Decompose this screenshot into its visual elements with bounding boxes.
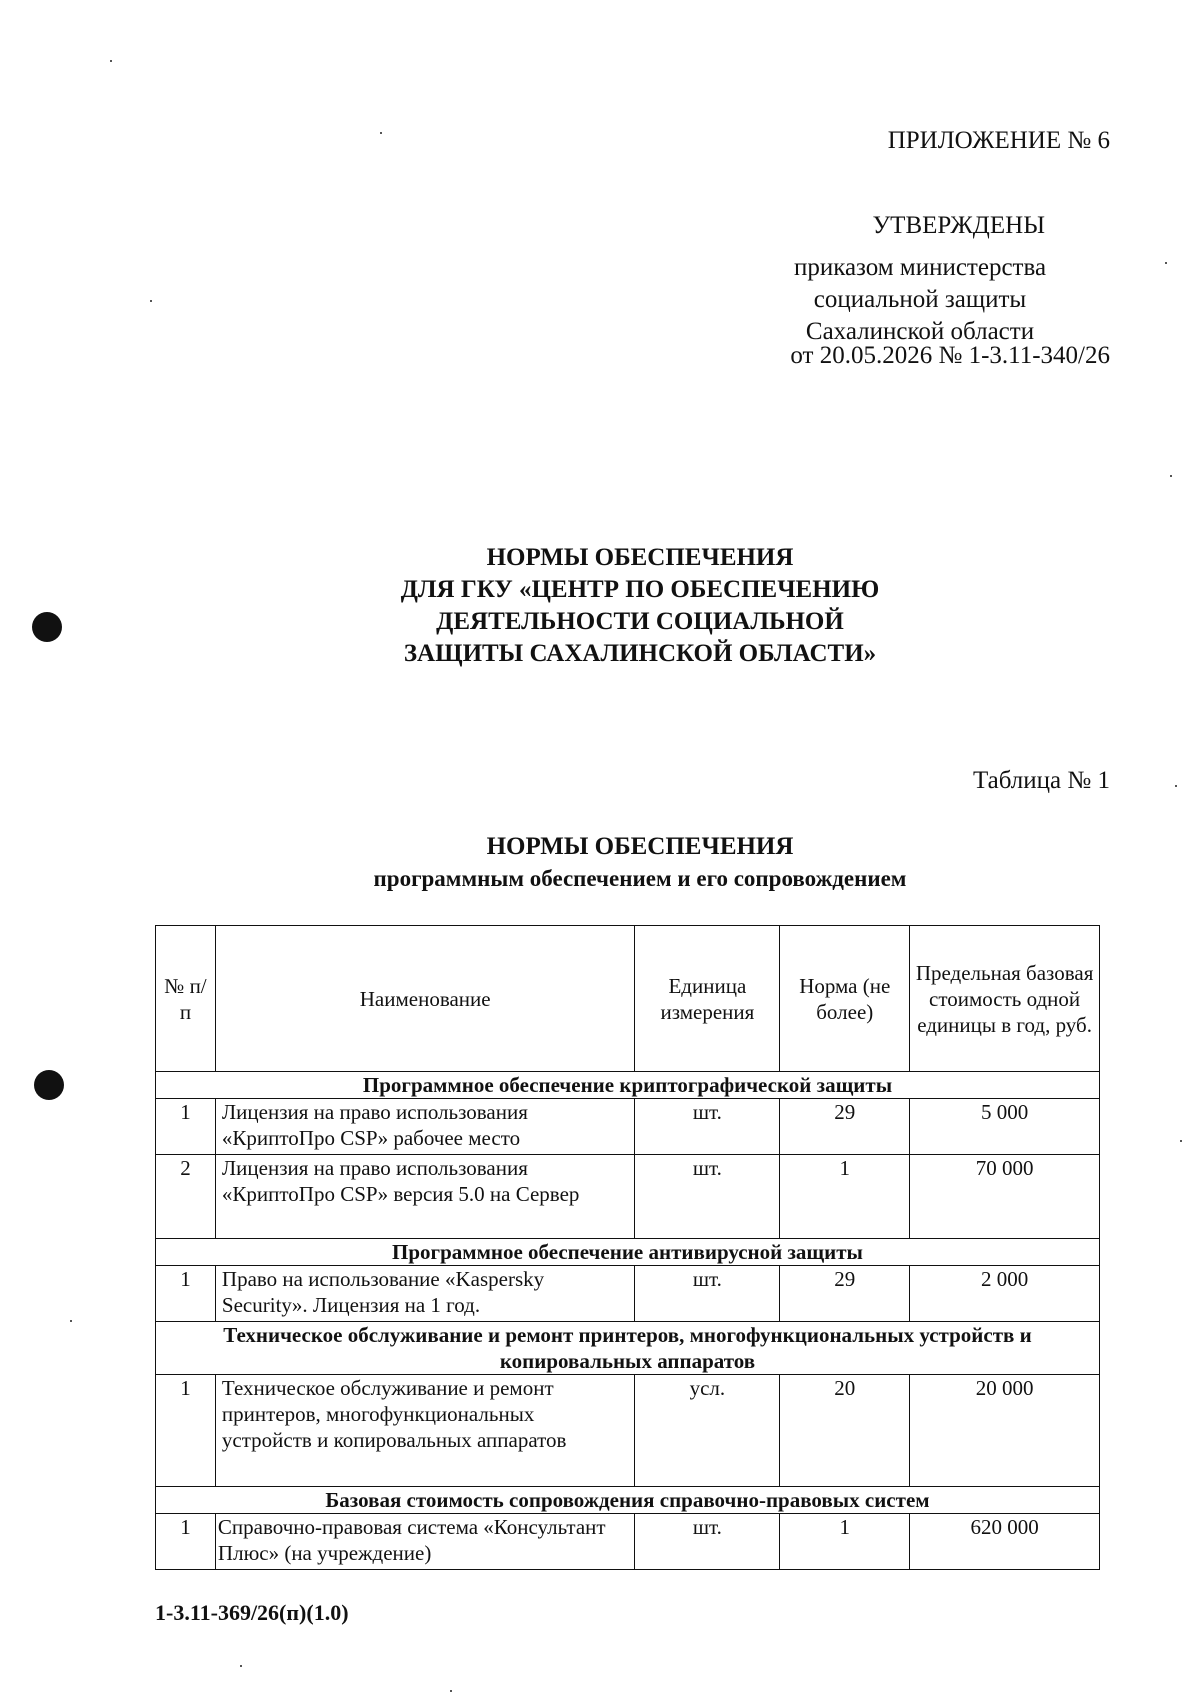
cell-norm: 1 [780, 1155, 910, 1239]
scan-speck [1175, 785, 1177, 787]
approved-label: УТВЕРЖДЕНЫ [872, 212, 1045, 239]
cell-norm: 29 [780, 1266, 910, 1322]
cell-norm: 29 [780, 1099, 910, 1155]
punch-hole-mark [32, 612, 62, 642]
cell-name: Право на использование «Kaspersky Security». Лицензия на 1 год. [215, 1266, 635, 1322]
norms-table [155, 925, 1100, 1570]
scan-speck [450, 1690, 452, 1692]
cell-name: Техническое обслуживание и ремонт принтеров, многофункциональных устройств и копировальных аппаратов [215, 1375, 635, 1487]
cell-name: Справочно-правовая система «Консультант Плюс» (на учреждение) [215, 1514, 635, 1570]
title-line: НОРМЫ ОБЕСПЕЧЕНИЯ [486, 544, 794, 571]
title-line: ЗАЩИТЫ САХАЛИНСКОЙ ОБЛАСТИ» [403, 640, 877, 667]
document-code: 1-3.11-369/26(п)(1.0) [155, 1600, 349, 1625]
table-subtitle: программным обеспечением и его сопровождением [373, 866, 907, 891]
approved-by-line: приказом министерства [793, 254, 1047, 281]
approved-by-line: Сахалинской области [805, 318, 1035, 345]
cell-unit: шт. [635, 1266, 780, 1322]
scan-speck [1170, 475, 1172, 477]
section-row [156, 1072, 1100, 1099]
section-title: Техническое обслуживание и ремонт принтеров, многофункциональных устройств и копировальных аппаратов [156, 1322, 1100, 1375]
cell-unit: шт. [635, 1155, 780, 1239]
col-header-num: № п/п [156, 926, 216, 1072]
approved-by-line: социальной защиты [813, 286, 1027, 313]
scan-speck [110, 60, 112, 62]
approved-by [730, 252, 1110, 348]
cell-unit: шт. [635, 1514, 780, 1570]
section-title: Программное обеспечение антивирусной защиты [156, 1239, 1100, 1266]
cell-norm: 1 [780, 1514, 910, 1570]
cell-unit: шт. [635, 1099, 780, 1155]
cell-norm: 20 [780, 1375, 910, 1487]
col-header-price: Предельная базовая стоимость одной единицы в год, руб. [910, 926, 1100, 1072]
section-title: Базовая стоимость сопровождения справочно-правовых систем [156, 1487, 1100, 1514]
cell-price: 620 000 [910, 1514, 1100, 1570]
section-row [156, 1322, 1100, 1375]
scan-speck [70, 1320, 72, 1322]
col-header-name: Наименование [215, 926, 635, 1072]
cell-price: 5 000 [910, 1099, 1100, 1155]
appendix-label: ПРИЛОЖЕНИЕ № 6 [887, 127, 1110, 154]
col-header-norm: Норма (не более) [780, 926, 910, 1072]
table-title: НОРМЫ ОБЕСПЕЧЕНИЯ [486, 833, 794, 860]
document-title [300, 542, 980, 670]
section-row [156, 1487, 1100, 1514]
cell-num: 1 [156, 1375, 216, 1487]
cell-num: 1 [156, 1266, 216, 1322]
scan-speck [150, 300, 152, 302]
col-header-unit: Единица измерения [635, 926, 780, 1072]
scan-speck [380, 132, 382, 134]
cell-price: 20 000 [910, 1375, 1100, 1487]
table-row [156, 1155, 1100, 1239]
table-row [156, 1375, 1100, 1487]
table-row [156, 1099, 1100, 1155]
cell-price: 2 000 [910, 1266, 1100, 1322]
table-header-row [156, 926, 1100, 1072]
cell-unit: усл. [635, 1375, 780, 1487]
punch-hole-mark [34, 1070, 64, 1100]
section-title: Программное обеспечение криптографической защиты [156, 1072, 1100, 1099]
cell-name: Лицензия на право использования «КриптоПро CSP» рабочее место [215, 1099, 635, 1155]
cell-num: 2 [156, 1155, 216, 1239]
title-line: ДЛЯ ГКУ «ЦЕНТР ПО ОБЕСПЕЧЕНИЮ [400, 576, 880, 603]
order-reference: от 20.05.2026 № 1-3.11-340/26 [790, 342, 1110, 369]
cell-price: 70 000 [910, 1155, 1100, 1239]
cell-num: 1 [156, 1099, 216, 1155]
scan-speck [1165, 262, 1167, 264]
table-row [156, 1514, 1100, 1570]
title-line: ДЕЯТЕЛЬНОСТИ СОЦИАЛЬНОЙ [436, 608, 844, 635]
scan-speck [240, 1665, 242, 1667]
cell-name: Лицензия на право использования «КриптоПро CSP» версия 5.0 на Сервер [215, 1155, 635, 1239]
section-row [156, 1239, 1100, 1266]
cell-num: 1 [156, 1514, 216, 1570]
table-row [156, 1266, 1100, 1322]
table-number: Таблица № 1 [972, 767, 1110, 794]
scan-speck [1180, 1140, 1182, 1142]
